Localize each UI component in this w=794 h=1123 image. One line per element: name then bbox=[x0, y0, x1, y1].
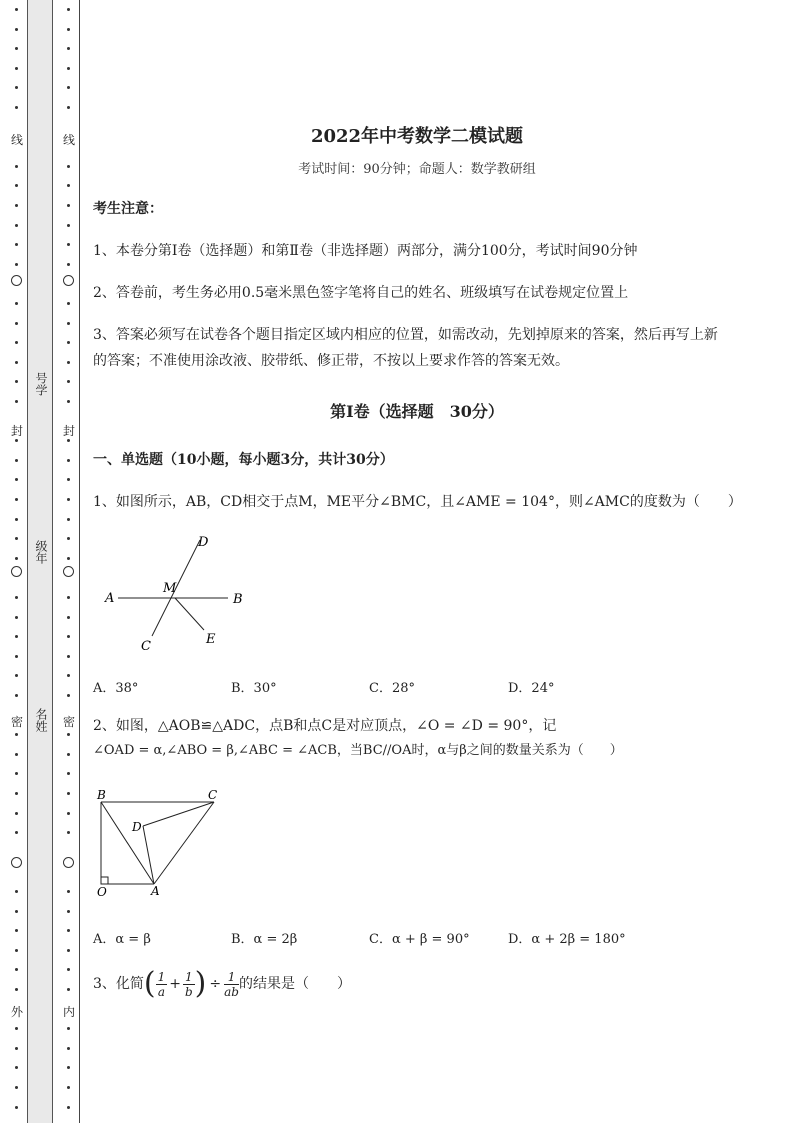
binding-dot bbox=[67, 1027, 70, 1030]
binding-dot bbox=[67, 753, 70, 756]
outer-mark-wai: 外 bbox=[10, 1005, 23, 1019]
field-class: 级年 bbox=[34, 540, 48, 564]
binding-dot bbox=[15, 655, 18, 658]
q1-text: 1、如图所示，AB，CD相交于点M，ME平分∠BMC，且∠AME = 104°，则∠AMC的度数为（ ） bbox=[93, 494, 742, 510]
binding-circle bbox=[63, 275, 74, 286]
binding-dot bbox=[67, 322, 70, 325]
binding-dot bbox=[67, 459, 70, 462]
outer-mark-feng: 封 bbox=[10, 424, 23, 438]
binding-dot bbox=[15, 478, 18, 481]
binding-dot bbox=[67, 812, 70, 815]
part-heading: 一、单选题（10小题，每小题3分，共计30分） bbox=[93, 452, 394, 468]
binding-dot bbox=[67, 106, 70, 109]
binding-dot bbox=[67, 243, 70, 246]
binding-dot bbox=[67, 498, 70, 501]
q2-label-D: D bbox=[132, 820, 142, 834]
binding-dot bbox=[15, 753, 18, 756]
binding-dot bbox=[15, 537, 18, 540]
outer-mark-mi: 密 bbox=[10, 715, 23, 729]
q2-label-O: O bbox=[97, 885, 107, 899]
binding-dot bbox=[67, 1047, 70, 1050]
binding-circle bbox=[63, 566, 74, 577]
binding-dot bbox=[15, 1086, 18, 1089]
binding-dot bbox=[15, 459, 18, 462]
binding-dot bbox=[15, 635, 18, 638]
binding-dot bbox=[15, 184, 18, 187]
binding-dot bbox=[67, 28, 70, 31]
q2-label-B: B bbox=[97, 788, 106, 802]
notice-item-2: 2、答卷前，考生务必用0.5毫米黑色签字笔将自己的姓名、班级填写在试卷规定位置上 bbox=[93, 285, 629, 301]
binding-dot bbox=[67, 772, 70, 775]
binding-dot bbox=[67, 792, 70, 795]
binding-dot bbox=[67, 988, 70, 991]
binding-dot bbox=[15, 106, 18, 109]
q3-divide: ÷ bbox=[209, 976, 222, 992]
q1-option-c[interactable]: C．28° bbox=[369, 681, 415, 696]
binding-dot bbox=[15, 1047, 18, 1050]
q3-frac-1-over-ab: $\frac{1}{ab}$ bbox=[224, 969, 239, 999]
binding-dot bbox=[67, 302, 70, 305]
binding-dot bbox=[15, 1106, 18, 1109]
section-title: 第I卷（选择题 30分） bbox=[330, 402, 504, 421]
binding-dot bbox=[67, 224, 70, 227]
binding-dot bbox=[15, 28, 18, 31]
binding-dot bbox=[67, 1106, 70, 1109]
binding-circle bbox=[11, 857, 22, 868]
q1-option-d[interactable]: D．24° bbox=[508, 681, 555, 696]
q2-figure bbox=[92, 788, 224, 900]
binding-dot bbox=[15, 968, 18, 971]
binding-dot bbox=[67, 478, 70, 481]
notice-heading: 考生注意： bbox=[93, 201, 163, 217]
binding-dot bbox=[15, 361, 18, 364]
binding-dot bbox=[15, 263, 18, 266]
binding-dot bbox=[15, 812, 18, 815]
q1-label-C: C bbox=[141, 639, 151, 654]
binding-dot bbox=[67, 380, 70, 383]
binding-dot bbox=[15, 498, 18, 501]
q1-figure bbox=[100, 530, 260, 656]
binding-dot bbox=[67, 694, 70, 697]
q2-option-a[interactable]: A．α = β bbox=[93, 932, 151, 947]
inner-mark-xian: 线 bbox=[62, 133, 75, 147]
binding-circle bbox=[11, 275, 22, 286]
outer-mark-xian: 线 bbox=[10, 133, 23, 147]
q3-right-paren: ) bbox=[194, 966, 207, 1001]
notice-item-3: 3、答案必须写在试卷各个题目指定区域内相应的位置，如需改动，先划掉原来的答案，然后再写上新 bbox=[93, 327, 718, 343]
notice-item-1: 1、本卷分第I卷（选择题）和第Ⅱ卷（非选择题）两部分，满分100分，考试时间90分钟 bbox=[93, 243, 638, 259]
binding-dot bbox=[15, 792, 18, 795]
binding-dot bbox=[15, 243, 18, 246]
binding-dot bbox=[15, 929, 18, 932]
binding-dot bbox=[15, 616, 18, 619]
binding-dot bbox=[67, 439, 70, 442]
binding-dot bbox=[67, 8, 70, 11]
q2-line-1: 2、如图，△AOB≌△ADC，点B和点C是对应顶点，∠O = ∠D = 90°，记 bbox=[93, 718, 557, 734]
binding-dot bbox=[15, 341, 18, 344]
binding-dot bbox=[67, 655, 70, 658]
binding-dot bbox=[15, 557, 18, 560]
binding-dot bbox=[15, 988, 18, 991]
binding-dot bbox=[67, 910, 70, 913]
q1-label-M: M bbox=[163, 581, 177, 596]
binding-dot bbox=[15, 380, 18, 383]
q3-suffix: 的结果是（ ） bbox=[238, 976, 351, 992]
binding-dot bbox=[15, 1027, 18, 1030]
binding-dot bbox=[15, 322, 18, 325]
binding-dot bbox=[67, 47, 70, 50]
binding-dot bbox=[15, 910, 18, 913]
binding-dot bbox=[15, 47, 18, 50]
binding-dot bbox=[67, 204, 70, 207]
q1-option-b[interactable]: B．30° bbox=[231, 681, 277, 696]
q1-label-D: D bbox=[198, 535, 209, 550]
binding-dot bbox=[15, 67, 18, 70]
binding-dot bbox=[15, 302, 18, 305]
binding-dot bbox=[67, 596, 70, 599]
binding-dot bbox=[15, 949, 18, 952]
binding-dot bbox=[67, 1086, 70, 1089]
q1-label-B: B bbox=[233, 592, 243, 607]
binding-circle bbox=[11, 566, 22, 577]
q1-label-A: A bbox=[105, 591, 115, 606]
q2-option-c[interactable]: C．α + β = 90° bbox=[369, 932, 470, 947]
q2-option-d[interactable]: D．α + 2β = 180° bbox=[508, 932, 626, 947]
binding-dot bbox=[15, 439, 18, 442]
q3-left-paren: ( bbox=[143, 966, 156, 1001]
binding-dot bbox=[15, 694, 18, 697]
binding-dot bbox=[67, 263, 70, 266]
binding-dot bbox=[15, 772, 18, 775]
binding-dot bbox=[15, 674, 18, 677]
binding-dot bbox=[67, 616, 70, 619]
inner-mark-feng: 封 bbox=[62, 424, 75, 438]
binding-dot bbox=[15, 733, 18, 736]
q3-plus: + bbox=[169, 976, 182, 992]
binding-dot bbox=[67, 733, 70, 736]
binding-dot bbox=[15, 596, 18, 599]
q2-label-C: C bbox=[208, 788, 218, 802]
binding-dot bbox=[67, 557, 70, 560]
binding-dot bbox=[67, 831, 70, 834]
q2-option-b[interactable]: B．α = 2β bbox=[231, 932, 298, 947]
q3-prefix: 3、化简 bbox=[93, 976, 144, 992]
field-name: 名姓 bbox=[34, 708, 48, 732]
binding-dot bbox=[15, 86, 18, 89]
field-student-number: 号学 bbox=[34, 372, 48, 396]
binding-dot bbox=[67, 635, 70, 638]
binding-dot bbox=[67, 968, 70, 971]
binding-dot bbox=[67, 361, 70, 364]
q1-option-a[interactable]: A．38° bbox=[93, 681, 139, 696]
binding-dot bbox=[15, 204, 18, 207]
page-title: 2022年中考数学二模试题 bbox=[310, 126, 524, 147]
inner-mark-mi: 密 bbox=[62, 715, 75, 729]
binding-dot bbox=[67, 929, 70, 932]
q2-line-2: ∠OAD = α,∠ABO = β,∠ABC = ∠ACB，当BC//OA时，α与β之间的数量关系为（ ） bbox=[93, 743, 623, 758]
notice-item-3-cont: 的答案；不准使用涂改液、胶带纸、修正带，不按以上要求作答的答案无效。 bbox=[93, 353, 569, 369]
binding-dot bbox=[67, 67, 70, 70]
binding-dot bbox=[67, 341, 70, 344]
q3-frac-1-over-b: $\frac{1}{b}$ bbox=[184, 969, 193, 999]
binding-dot bbox=[15, 890, 18, 893]
binding-dot bbox=[67, 1066, 70, 1069]
binding-dot bbox=[15, 518, 18, 521]
q3-frac-1-over-a: $\frac{1}{a}$ bbox=[157, 969, 166, 999]
binding-dot bbox=[67, 86, 70, 89]
binding-dot bbox=[15, 1066, 18, 1069]
binding-circle bbox=[63, 857, 74, 868]
binding-dot bbox=[15, 8, 18, 11]
q2-label-A: A bbox=[151, 884, 160, 898]
binding-dot bbox=[67, 949, 70, 952]
binding-dot bbox=[15, 831, 18, 834]
page-subtitle: 考试时间：90分钟；命题人：数学教研组 bbox=[298, 162, 536, 177]
binding-dot bbox=[67, 537, 70, 540]
q3-text bbox=[93, 966, 351, 1002]
binding-dot bbox=[67, 890, 70, 893]
q1-label-E: E bbox=[206, 632, 216, 647]
binding-dot bbox=[67, 184, 70, 187]
inner-mark-nei: 内 bbox=[62, 1005, 75, 1019]
binding-dot bbox=[67, 674, 70, 677]
binding-dot bbox=[15, 224, 18, 227]
binding-dot bbox=[67, 518, 70, 521]
